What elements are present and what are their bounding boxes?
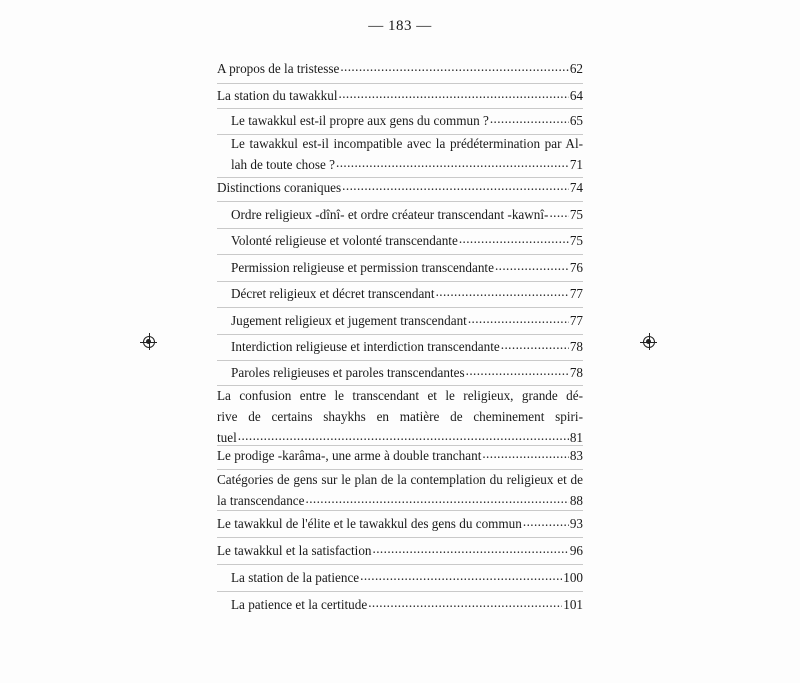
divider: [217, 201, 583, 202]
toc-leader: [549, 206, 568, 219]
toc-entry: [217, 85, 583, 106]
toc-entry-page: 78: [569, 339, 583, 354]
toc-entry: [217, 58, 583, 79]
toc-leader: [468, 312, 569, 325]
toc-leader: [482, 447, 568, 460]
toc-leader: [342, 179, 569, 192]
toc-leader: [495, 259, 569, 272]
registration-mark-right-icon: [643, 336, 655, 348]
toc-entry-title-line: rive de certains shaykhs en matière de cheminement spiri-: [217, 409, 583, 424]
toc-subentry: [231, 230, 583, 251]
toc-entry: [217, 469, 583, 511]
toc-entry-page: 93: [569, 516, 583, 531]
toc-entry-page: 83: [569, 448, 583, 463]
toc-leader: [466, 364, 569, 377]
toc-leader: [340, 60, 568, 73]
divider: [217, 254, 583, 255]
toc-subentry: [231, 110, 583, 131]
divider: [217, 307, 583, 308]
toc-entry-title: A propos de la tristesse: [217, 61, 340, 76]
toc-entry-page: 75: [569, 207, 583, 222]
toc-entry: [217, 540, 583, 561]
toc-entry-title-line: Catégories de gens sur le plan de la contemplation du religieux et de: [217, 472, 583, 487]
divider: [217, 510, 583, 511]
toc-entry-title-line: La confusion entre le transcendant et le religieux, grande dé-: [217, 388, 583, 403]
toc-entry-page: 88: [569, 493, 583, 508]
toc-subentry: [231, 336, 583, 357]
divider: [217, 591, 583, 592]
toc-entry-title: Paroles religieuses et paroles transcendantes: [231, 365, 465, 380]
toc-entry-title-line: la transcendance: [217, 493, 305, 508]
toc-entry-title: Le tawakkul est-il propre aux gens du commun ?: [231, 113, 489, 128]
toc-entry-title: La station du tawakkul: [217, 88, 338, 103]
toc-entry-page: 78: [569, 365, 583, 380]
divider: [217, 83, 583, 84]
toc-entry-page: 100: [563, 570, 583, 585]
toc-leader: [490, 112, 569, 125]
toc-entry-page: 77: [569, 286, 583, 301]
toc-entry-title: Le tawakkul et la satisfaction: [217, 543, 372, 558]
registration-mark-left-icon: [143, 336, 155, 348]
toc-entry-page: 75: [569, 233, 583, 248]
toc-entry-title: Ordre religieux -dînî- et ordre créateur transcendant -kawnî-: [231, 207, 549, 222]
toc-subentry: [231, 257, 583, 278]
toc-entry-page: 101: [563, 597, 583, 612]
toc-entry-page: 71: [569, 157, 583, 172]
toc-subentry: [231, 362, 583, 383]
toc-leader: [436, 285, 569, 298]
toc-entry-page: 96: [569, 543, 583, 558]
toc-entry-title-line: Le tawakkul est-il incompatible avec la prédétermination par Al-: [231, 136, 583, 151]
divider: [217, 228, 583, 229]
toc-entry-title: Distinctions coraniques: [217, 180, 342, 195]
toc-entry-page: 77: [569, 313, 583, 328]
divider: [217, 360, 583, 361]
toc-subentry: [231, 133, 583, 175]
toc-entry-title-line: lah de toute chose ?: [231, 157, 335, 172]
toc-entry-page: 74: [569, 180, 583, 195]
toc-subentry: [231, 283, 583, 304]
toc-leader: [501, 338, 569, 351]
divider: [217, 108, 583, 109]
page-number: — 183 —: [368, 18, 432, 34]
toc-entry-title: Jugement religieux et jugement transcendant: [231, 313, 467, 328]
toc-entry-title: La station de la patience: [231, 570, 360, 585]
toc-entry-title: Permission religieuse et permission transcendante: [231, 260, 494, 275]
toc-entry: [217, 513, 583, 534]
toc-entry-page: 62: [569, 61, 583, 76]
toc-leader: [373, 542, 569, 555]
toc-leader: [523, 515, 569, 528]
toc-entry-page: 81: [569, 430, 583, 445]
toc-subentry: [231, 567, 583, 588]
divider: [217, 537, 583, 538]
divider: [217, 281, 583, 282]
toc-subentry: [231, 594, 583, 615]
toc-entry-title: La patience et la certitude: [231, 597, 368, 612]
divider: [217, 334, 583, 335]
toc-entry: [217, 385, 583, 448]
toc-entry-title-line: tuel: [217, 430, 237, 445]
toc-entry-title: Le tawakkul de l'élite et le tawakkul des gens du commun: [217, 516, 522, 531]
toc-entry: [217, 445, 583, 466]
toc-subentry: [231, 310, 583, 331]
toc-entry-title: Décret religieux et décret transcendant: [231, 286, 435, 301]
toc-entry-title: Volonté religieuse et volonté transcendante: [231, 233, 458, 248]
toc-leader: [238, 429, 569, 442]
toc-leader: [339, 87, 569, 100]
toc-entry-page: 64: [569, 88, 583, 103]
toc-leader: [306, 492, 569, 505]
toc-entry-page: 65: [569, 113, 583, 128]
toc-leader: [336, 156, 569, 169]
toc-leader: [368, 596, 562, 609]
toc-entry-page: 76: [569, 260, 583, 275]
toc-entry-title: Interdiction religieuse et interdiction transcendante: [231, 339, 500, 354]
toc-subentry: [231, 204, 583, 225]
divider: [217, 564, 583, 565]
toc-entry-title: Le prodige -karâma-, une arme à double tranchant: [217, 448, 482, 463]
toc-leader: [360, 569, 562, 582]
toc-leader: [459, 232, 569, 245]
toc-entry: [217, 177, 583, 198]
